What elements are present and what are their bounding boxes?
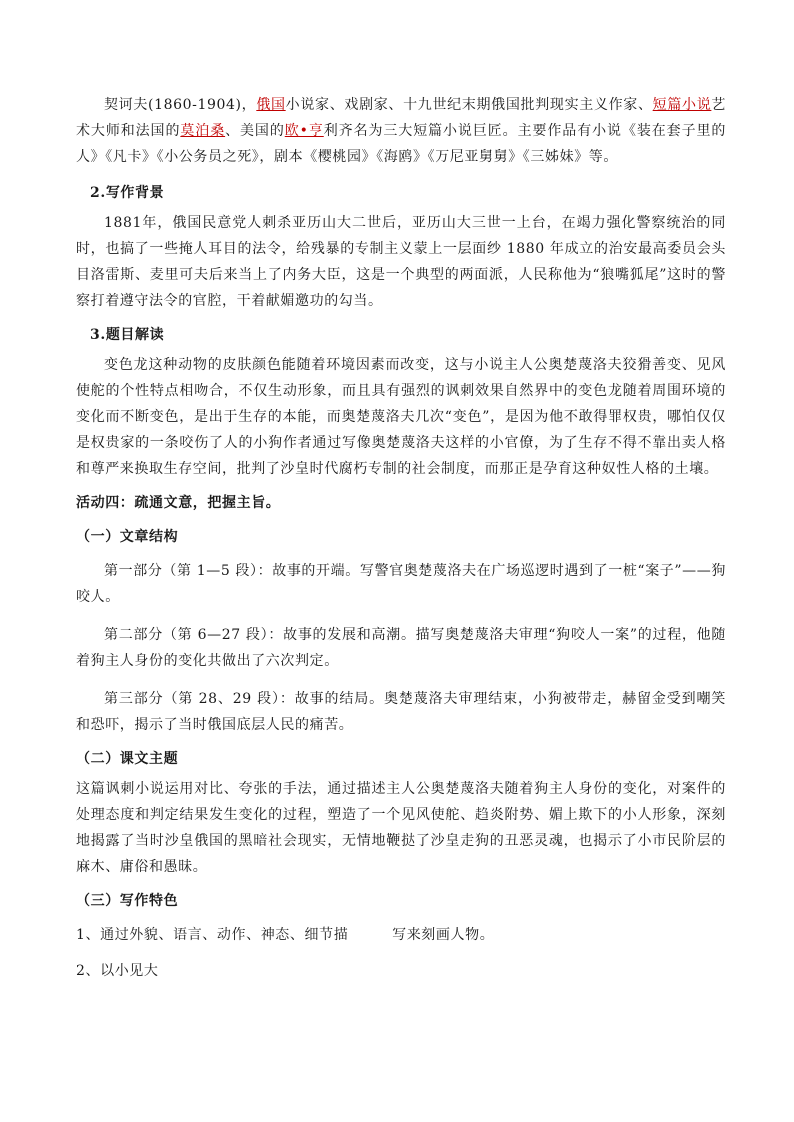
title-reading-heading: 3.题目解读 <box>90 327 165 343</box>
activity-heading: 活动四：疏通文意，把握主旨。 <box>76 495 281 511</box>
theme-heading: （二）课文主题 <box>76 751 179 767</box>
structure-part-1: 第一部分（第 1—5 段）：故事的开端。写警官奥楚蔑洛夫在广场巡逻时遇到了一桩“案子”——狗咬人。 <box>76 563 726 605</box>
intro-text-2: 小说家、戏剧家、十九世纪末期俄国批判现实主义作家、 <box>285 97 653 113</box>
intro-text-3: 艺术大师和法国的 <box>76 97 726 139</box>
theme-paragraph: 这篇讽刺小说运用对比、夸张的手法，通过描述主人公奥楚蔑洛夫随着狗主人身份的变化，对案件的处理态度和判定结果发生变化的过程，塑造了一个见风使舵、趋炎附势、媚上欺下的小人形象，深刻地揭露了当时沙皇俄国的黑暗社会现实，无情地鞭挞了沙皇走狗的丑恶灵魂，也揭示了小市民阶层的麻木、庸俗和愚昧。 <box>76 781 726 875</box>
background-heading: 2.写作背景 <box>90 185 165 201</box>
structure-heading: （一）文章结构 <box>76 529 179 545</box>
structure-part-2: 第二部分（第 6—27 段）：故事的发展和高潮。描写奥楚蔑洛夫审理“狗咬人一案”的过程，他随着狗主人身份的变化共做出了六次判定。 <box>76 627 726 669</box>
structure-part-3: 第三部分（第 28、29 段）：故事的结局。奥楚蔑洛夫审理结束，小狗被带走，赫留金受到嘲笑和恐吓，揭示了当时俄国底层人民的痛苦。 <box>76 691 726 733</box>
intro-text-5: 利齐名为三大短篇小说巨匠。主要作品有小说《装在套子里的人》《凡卡》《小公务员之死》，剧本《樱桃园》《海鸥》《万尼亚舅舅》《三姊妹》等。 <box>76 123 726 165</box>
background-paragraph: 1881年，俄国民意党人刺杀亚历山大二世后，亚历山大三世一上台，在竭力强化警察统治的同时，也搞了一些掩人耳目的法令，给残暴的专制主义蒙上一层面纱 1880 年成立的治安最高委员会头目洛雷斯、麦里可夫后来当上了内务大臣，这是一个典型的两面派，人民称他为“狼嘴狐尾”这时的警察打着遵守法令的官腔，干着献媚邀功的勾当。 <box>76 215 726 309</box>
features-item-1: 1、通过外貌、语言、动作、神态、细节描 写来刻画人物。 <box>76 927 495 943</box>
features-item-2: 2、以小见大 <box>76 963 159 979</box>
document-body <box>76 92 726 984</box>
link-maupassant[interactable]: 莫泊桑 <box>180 123 226 139</box>
intro-text-1: 契诃夫(1860-1904)， <box>104 97 257 113</box>
link-o-henry[interactable]: 欧•亨 <box>284 123 324 139</box>
features-heading: （三）写作特色 <box>76 893 179 909</box>
intro-text-4: 、美国的 <box>225 123 285 139</box>
author-intro-paragraph <box>76 92 726 170</box>
link-russia[interactable]: 俄国 <box>256 97 286 113</box>
title-reading-paragraph: 变色龙这种动物的皮肤颜色能随着环境因素而改变，这与小说主人公奥楚蔑洛夫狡猾善变、见风使舵的个性特点相吻合，不仅生动形象，而且具有强烈的讽刺效果自然界中的变色龙随着周围环境的变化而不断变色，是出于生存的本能，而奥楚蔑洛夫几次“变色”，是因为他不敢得罪权贵，哪怕仅仅是权贵家的一条咬伤了人的小狗作者通过写像奥楚蔑洛夫这样的小官僚，为了生存不得不靠出卖人格和尊严来换取生存空间，批判了沙皇时代腐朽专制的社会制度，而那正是孕育这种奴性人格的土壤。 <box>76 357 726 477</box>
link-short-story[interactable]: 短篇小说 <box>652 97 712 113</box>
